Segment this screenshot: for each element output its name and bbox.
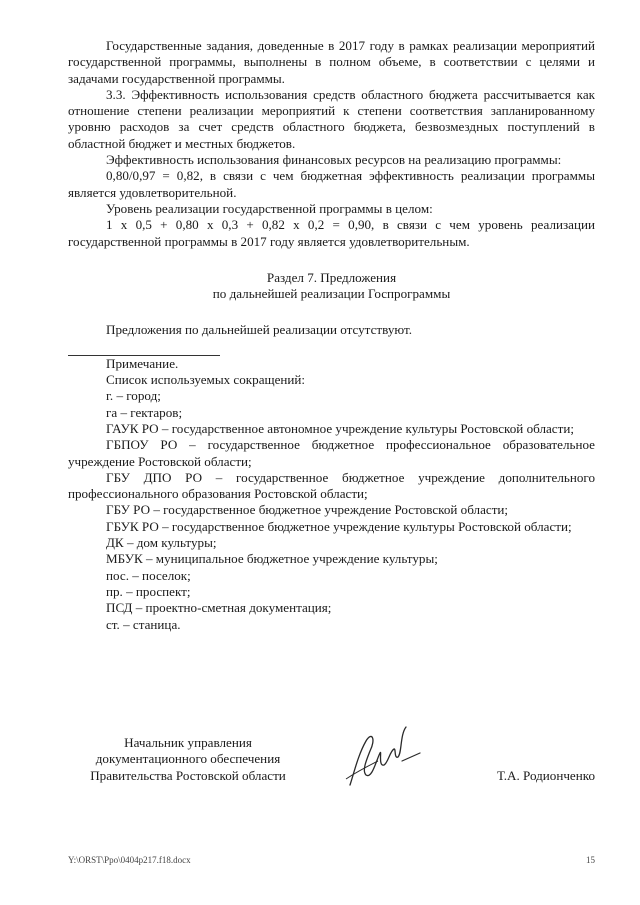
abbreviation-item: ПСД – проектно-сметная документация;	[106, 600, 332, 616]
abbreviation-item: ГАУК РО – государственное автономное учреждение культуры Ростовской области;	[106, 420, 574, 436]
position-line: документационного обеспечения	[95, 751, 281, 767]
abbreviation-item: га – гектаров;	[106, 404, 183, 420]
abbreviation-item: МБУК – муниципальное бюджетное учреждение культуры;	[106, 551, 438, 567]
abbreviation-item: пр. – проспект;	[106, 583, 191, 599]
paragraph-financial-efficiency-intro: Эффективность использования финансовых ресурсов на реализацию программы:	[106, 152, 562, 168]
paragraph-budget-efficiency-definition: 3.3. Эффективность использования средств областного бюджета рассчитывается как отношение степени реализации мероприятий к степени соответствия запланированному уровню расходов за счет средств областного бюджета, безвозмездных поступлений в областной бюджет и местных бюджетов.	[68, 86, 595, 151]
abbreviation-item: г. – город;	[106, 388, 161, 404]
signature-block	[68, 735, 595, 785]
handwritten-signature-icon	[336, 721, 426, 791]
position-line: Правительства Ростовской области	[90, 767, 286, 783]
page-number: 15	[586, 855, 595, 865]
document-body	[68, 38, 595, 633]
section-title-line1: Раздел 7. Предложения	[266, 269, 397, 285]
note-heading: Примечание.	[106, 355, 179, 371]
section-title-line2: по дальнейшей реализации Госпрограммы	[212, 286, 451, 302]
abbreviations-heading: Список используемых сокращений:	[106, 372, 306, 388]
paragraph-financial-efficiency-formula: 0,80/0,97 = 0,82, в связи с чем бюджетная эффективность реализации программы является удовлетворительной.	[68, 168, 595, 200]
file-path: Y:\ORST\Ppo\0404p217.f18.docx	[68, 855, 191, 865]
abbreviation-item: ГБУ РО – государственное бюджетное учреждение Ростовской области;	[106, 502, 509, 518]
abbreviation-item: ГБПОУ РО – государственное бюджетное профессиональное образовательное учреждение Ростовской области;	[68, 437, 595, 469]
signatory-name: Т.А. Родионченко	[497, 768, 595, 783]
abbreviation-item: ст. – станица.	[106, 616, 181, 632]
paragraph-program-level-intro: Уровень реализации государственной программы в целом:	[106, 200, 433, 216]
signatory-position	[68, 735, 308, 784]
position-line: Начальник управления	[124, 735, 252, 750]
paragraph-state-tasks: Государственные задания, доведенные в 2017 году в рамках реализации мероприятий государственной программы, выполнены в полном объеме, в соответствии с целями и задачами государственной программы.	[68, 38, 595, 86]
section-text: Предложения по дальнейшей реализации отсутствуют.	[106, 322, 413, 338]
abbreviation-item: ДК – дом культуры;	[106, 535, 217, 551]
abbreviation-item: пос. – поселок;	[106, 567, 191, 583]
paragraph-program-level-formula: 1 х 0,5 + 0,80 х 0,3 + 0,82 х 0,2 = 0,90, в связи с чем уровень реализации государственной программы в 2017 году является удовлетворительным.	[68, 217, 595, 249]
abbreviation-item: ГБУ ДПО РО – государственное бюджетное учреждение дополнительного профессионального образования Ростовской области;	[68, 469, 595, 502]
abbreviation-item: ГБУК РО – государственное бюджетное учреждение культуры Ростовской области;	[106, 518, 572, 534]
